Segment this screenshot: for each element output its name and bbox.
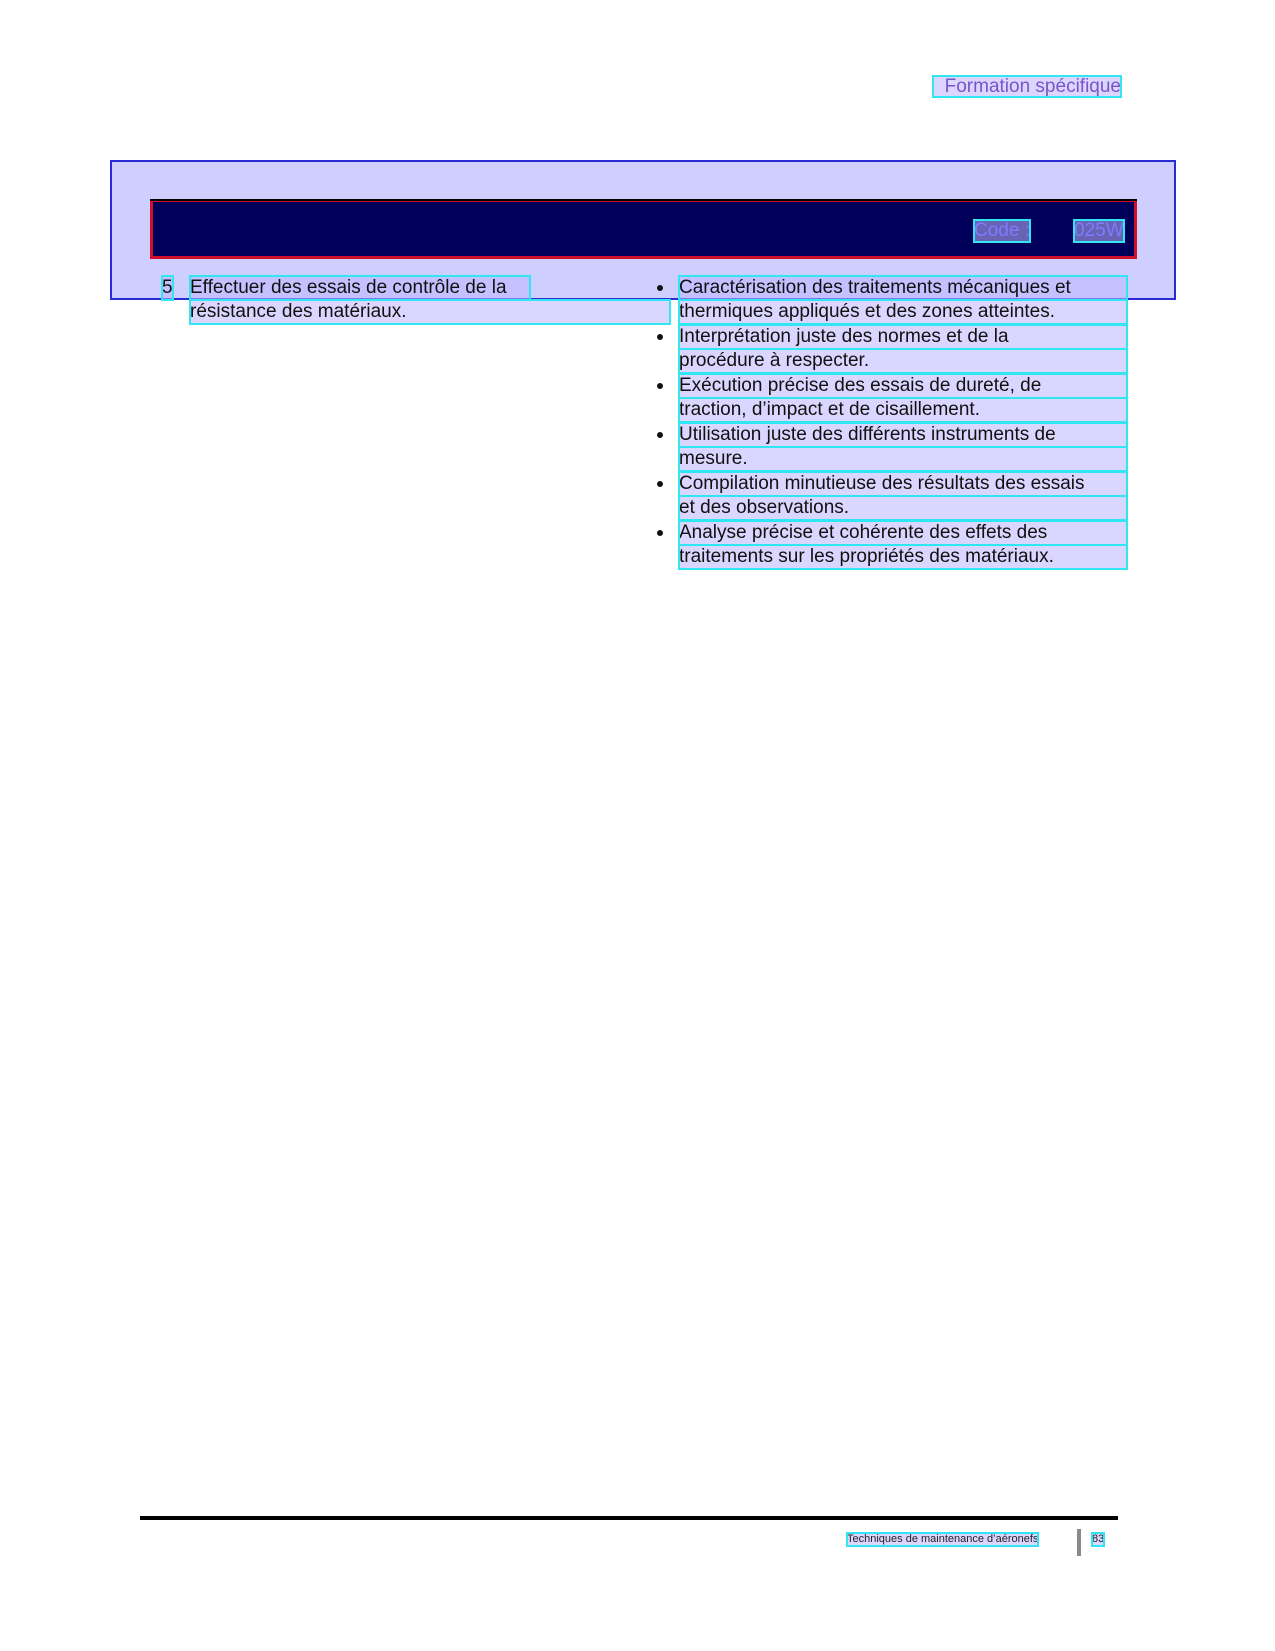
bullet-icon bbox=[657, 432, 663, 438]
criterion-line-1: Compilation minutieuse des résultats des essais bbox=[679, 472, 1127, 496]
element-text bbox=[190, 276, 710, 324]
criterion-line-2: thermiques appliqués et des zones atteintes. bbox=[679, 300, 1127, 324]
criterion-item bbox=[657, 325, 1127, 373]
criterion-item bbox=[657, 472, 1127, 520]
criterion-line-2: procédure à respecter. bbox=[679, 349, 1127, 373]
criterion-item bbox=[657, 521, 1127, 569]
criterion-line-1: Analyse précise et cohérente des effets des bbox=[679, 521, 1127, 545]
code-label: Code : bbox=[974, 220, 1030, 241]
footer-title: Techniques de maintenance d’aéronefs bbox=[847, 1533, 1039, 1545]
performance-criteria-list bbox=[657, 276, 1127, 570]
bullet-icon bbox=[657, 383, 663, 389]
criterion-line-1: Exécution précise des essais de dureté, de bbox=[679, 374, 1127, 398]
footer-separator bbox=[1077, 1529, 1081, 1556]
footer-rule bbox=[140, 1516, 1118, 1520]
bullet-icon bbox=[657, 530, 663, 536]
criterion-line-1: Utilisation juste des différents instruments de bbox=[679, 423, 1127, 447]
section-title: Formation spécifique bbox=[933, 76, 1121, 97]
criterion-item bbox=[657, 374, 1127, 422]
criterion-line-2: traction, d’impact et de cisaillement. bbox=[679, 398, 1127, 422]
criterion-line-2: traitements sur les propriétés des matériaux. bbox=[679, 545, 1127, 569]
bullet-icon bbox=[657, 481, 663, 487]
criterion-line-2: mesure. bbox=[679, 447, 1127, 471]
bullet-icon bbox=[657, 334, 663, 340]
criterion-line-1: Caractérisation des traitements mécaniques et bbox=[679, 276, 1127, 300]
element-number: 5 bbox=[162, 277, 173, 298]
criterion-line-1: Interprétation juste des normes et de la bbox=[679, 325, 1127, 349]
banner-top-rule bbox=[150, 199, 1137, 201]
element-text-line-2: résistance des matériaux. bbox=[190, 300, 670, 324]
criterion-item bbox=[657, 276, 1127, 324]
criterion-line-2: et des observations. bbox=[679, 496, 1127, 520]
criterion-item bbox=[657, 423, 1127, 471]
code-value: 025W bbox=[1074, 220, 1124, 241]
bullet-icon bbox=[657, 285, 663, 291]
element-text-line-1: Effectuer des essais de contrôle de la bbox=[190, 276, 530, 300]
page-number: 83 bbox=[1092, 1533, 1105, 1545]
